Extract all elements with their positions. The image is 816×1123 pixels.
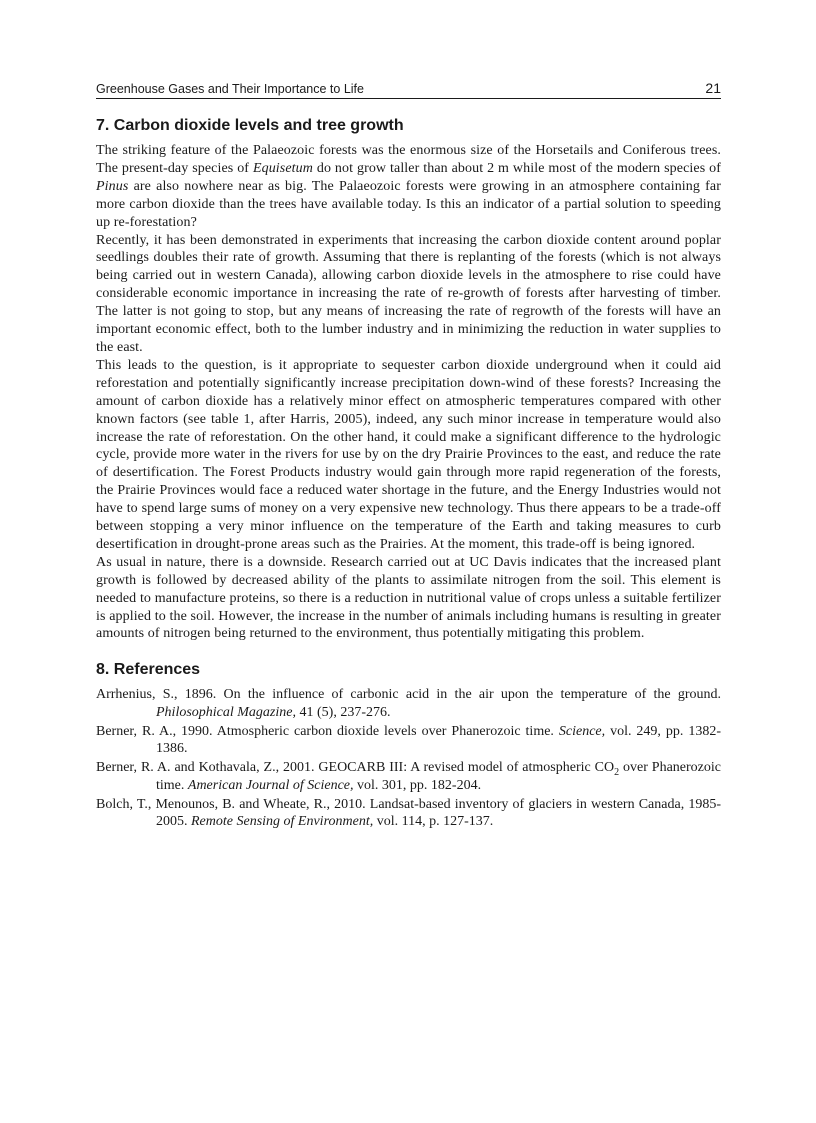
reference-text: vol. 114, p. 127-137. (373, 814, 494, 830)
reference-text: vol. 249, pp. 1382-1386. (156, 723, 721, 757)
reference-text: Bolch, T., Menounos, B. and Wheate, R., 2010. Landsat-based inventory of glaciers in western Canada, 1985-2005. (96, 796, 721, 830)
reference-text: over Phanerozoic time. (156, 760, 721, 793)
reference-journal: American Journal of Science, (187, 777, 354, 793)
reference-text: vol. 301, pp. 182-204. (353, 777, 482, 793)
reference-item (96, 759, 721, 794)
reference-text: Berner, R. A. and Kothavala, Z., 2001. GEOCARB III: A revised model of atmospheric CO (96, 760, 615, 776)
section-body-carbon-dioxide (96, 142, 721, 643)
reference-item (96, 796, 721, 831)
reference-journal: Science, (558, 723, 606, 739)
running-header (96, 80, 721, 99)
reference-item (96, 723, 721, 758)
paragraph-text: are also nowhere near as big. The Palaeozoic forests were growing in an atmosphere containing far more carbon dioxide than the trees have available today. Is this an indicator of a partial solution to speeding up re-forestation? (96, 178, 721, 230)
subscript: 2 (614, 767, 620, 779)
paragraph-palaeozoic-forests (96, 142, 721, 232)
reference-list (96, 686, 721, 831)
reference-item (96, 686, 721, 721)
genus-name-pinus: Pinus (96, 178, 129, 194)
section-heading-references: 8. References (96, 661, 201, 679)
reference-journal: Remote Sensing of Environment, (191, 814, 374, 830)
genus-name-equisetum: Equisetum (252, 160, 313, 176)
paragraph-poplar-experiments: Recently, it has been demonstrated in experiments that increasing the carbon dioxide content around poplar seedlings doubles their rate of growth. Assuming that there is replanting of the forests (which is not always being carried out in western Canada), allowing carbon dioxide levels in the atmosphere to rise could have considerable economic importance in increasing the rate of re-growth of forests after harvesting of timber. The latter is not going to stop, but any means of increasing the rate of regrowth of the forests will have an important economic effect, both to the lumber industry and in minimizing the reduction in water supplies to the east. (96, 232, 721, 355)
paragraph-text: do not grow taller than about 2 m while most of the modern species of (312, 160, 721, 176)
paragraph-sequestration-question: This leads to the question, is it appropriate to sequester carbon dioxide underground when it could aid reforestation and potentially significantly increase precipitation down-wind of these forests? Increasing the amount of carbon dioxide has a relatively minor effect on atmospheric temperatures compared with other known factors (see table 1, after Harris, 2005), indeed, any such minor increase in temperature would also increase the rate of reforestation. On the other hand, it could make a significant difference to the hydrologic cycle, provide more water in the rivers for use by on the dry Prairie Provinces to the east, and reduce the rate of desertification. The Forest Products industry would gain through more rapid regeneration of the forests, the Prairie Provinces would face a reduced water shortage in the future, and the Energy Industries would not have to spend large sums of money on a very expensive new technology. Thus there appears to be a trade-off between stopping a very minor influence on the temperature of the Earth and taking measures to curb desertification in drought-prone areas such as the Prairies. At the moment, this trade-off is being ignored. (96, 357, 721, 552)
reference-journal: Philosophical Magazine, (156, 704, 296, 720)
page-number: 21 (705, 80, 721, 96)
running-title: Greenhouse Gases and Their Importance to Life (96, 82, 364, 96)
paragraph-nitrogen-downside: As usual in nature, there is a downside. Research carried out at UC Davis indicates that the increased plant growth is followed by decreased ability of the plants to assimilate nitrogen from the soil. This element is needed to manufacture proteins, so there is a reduction in nutritional value of crops unless a suitable fertilizer is applied to the soil. However, the increase in the number of animals including humans is resulting in greater amounts of nitrogen being returned to the environment, thus potentially mitigating this problem. (96, 554, 721, 642)
reference-text: 41 (5), 237-276. (296, 704, 391, 720)
reference-text: Berner, R. A., 1990. Atmospheric carbon dioxide levels over Phanerozoic time. (96, 723, 559, 739)
reference-text: Arrhenius, S., 1896. On the influence of carbonic acid in the air upon the temperature of the ground. (96, 687, 721, 703)
section-heading-carbon-dioxide: 7. Carbon dioxide levels and tree growth (96, 117, 404, 134)
page (96, 80, 721, 832)
paragraph-text: The striking feature of the Palaeozoic forests was the enormous size of the Horsetails and Coniferous trees. The present-day species of (96, 143, 721, 176)
